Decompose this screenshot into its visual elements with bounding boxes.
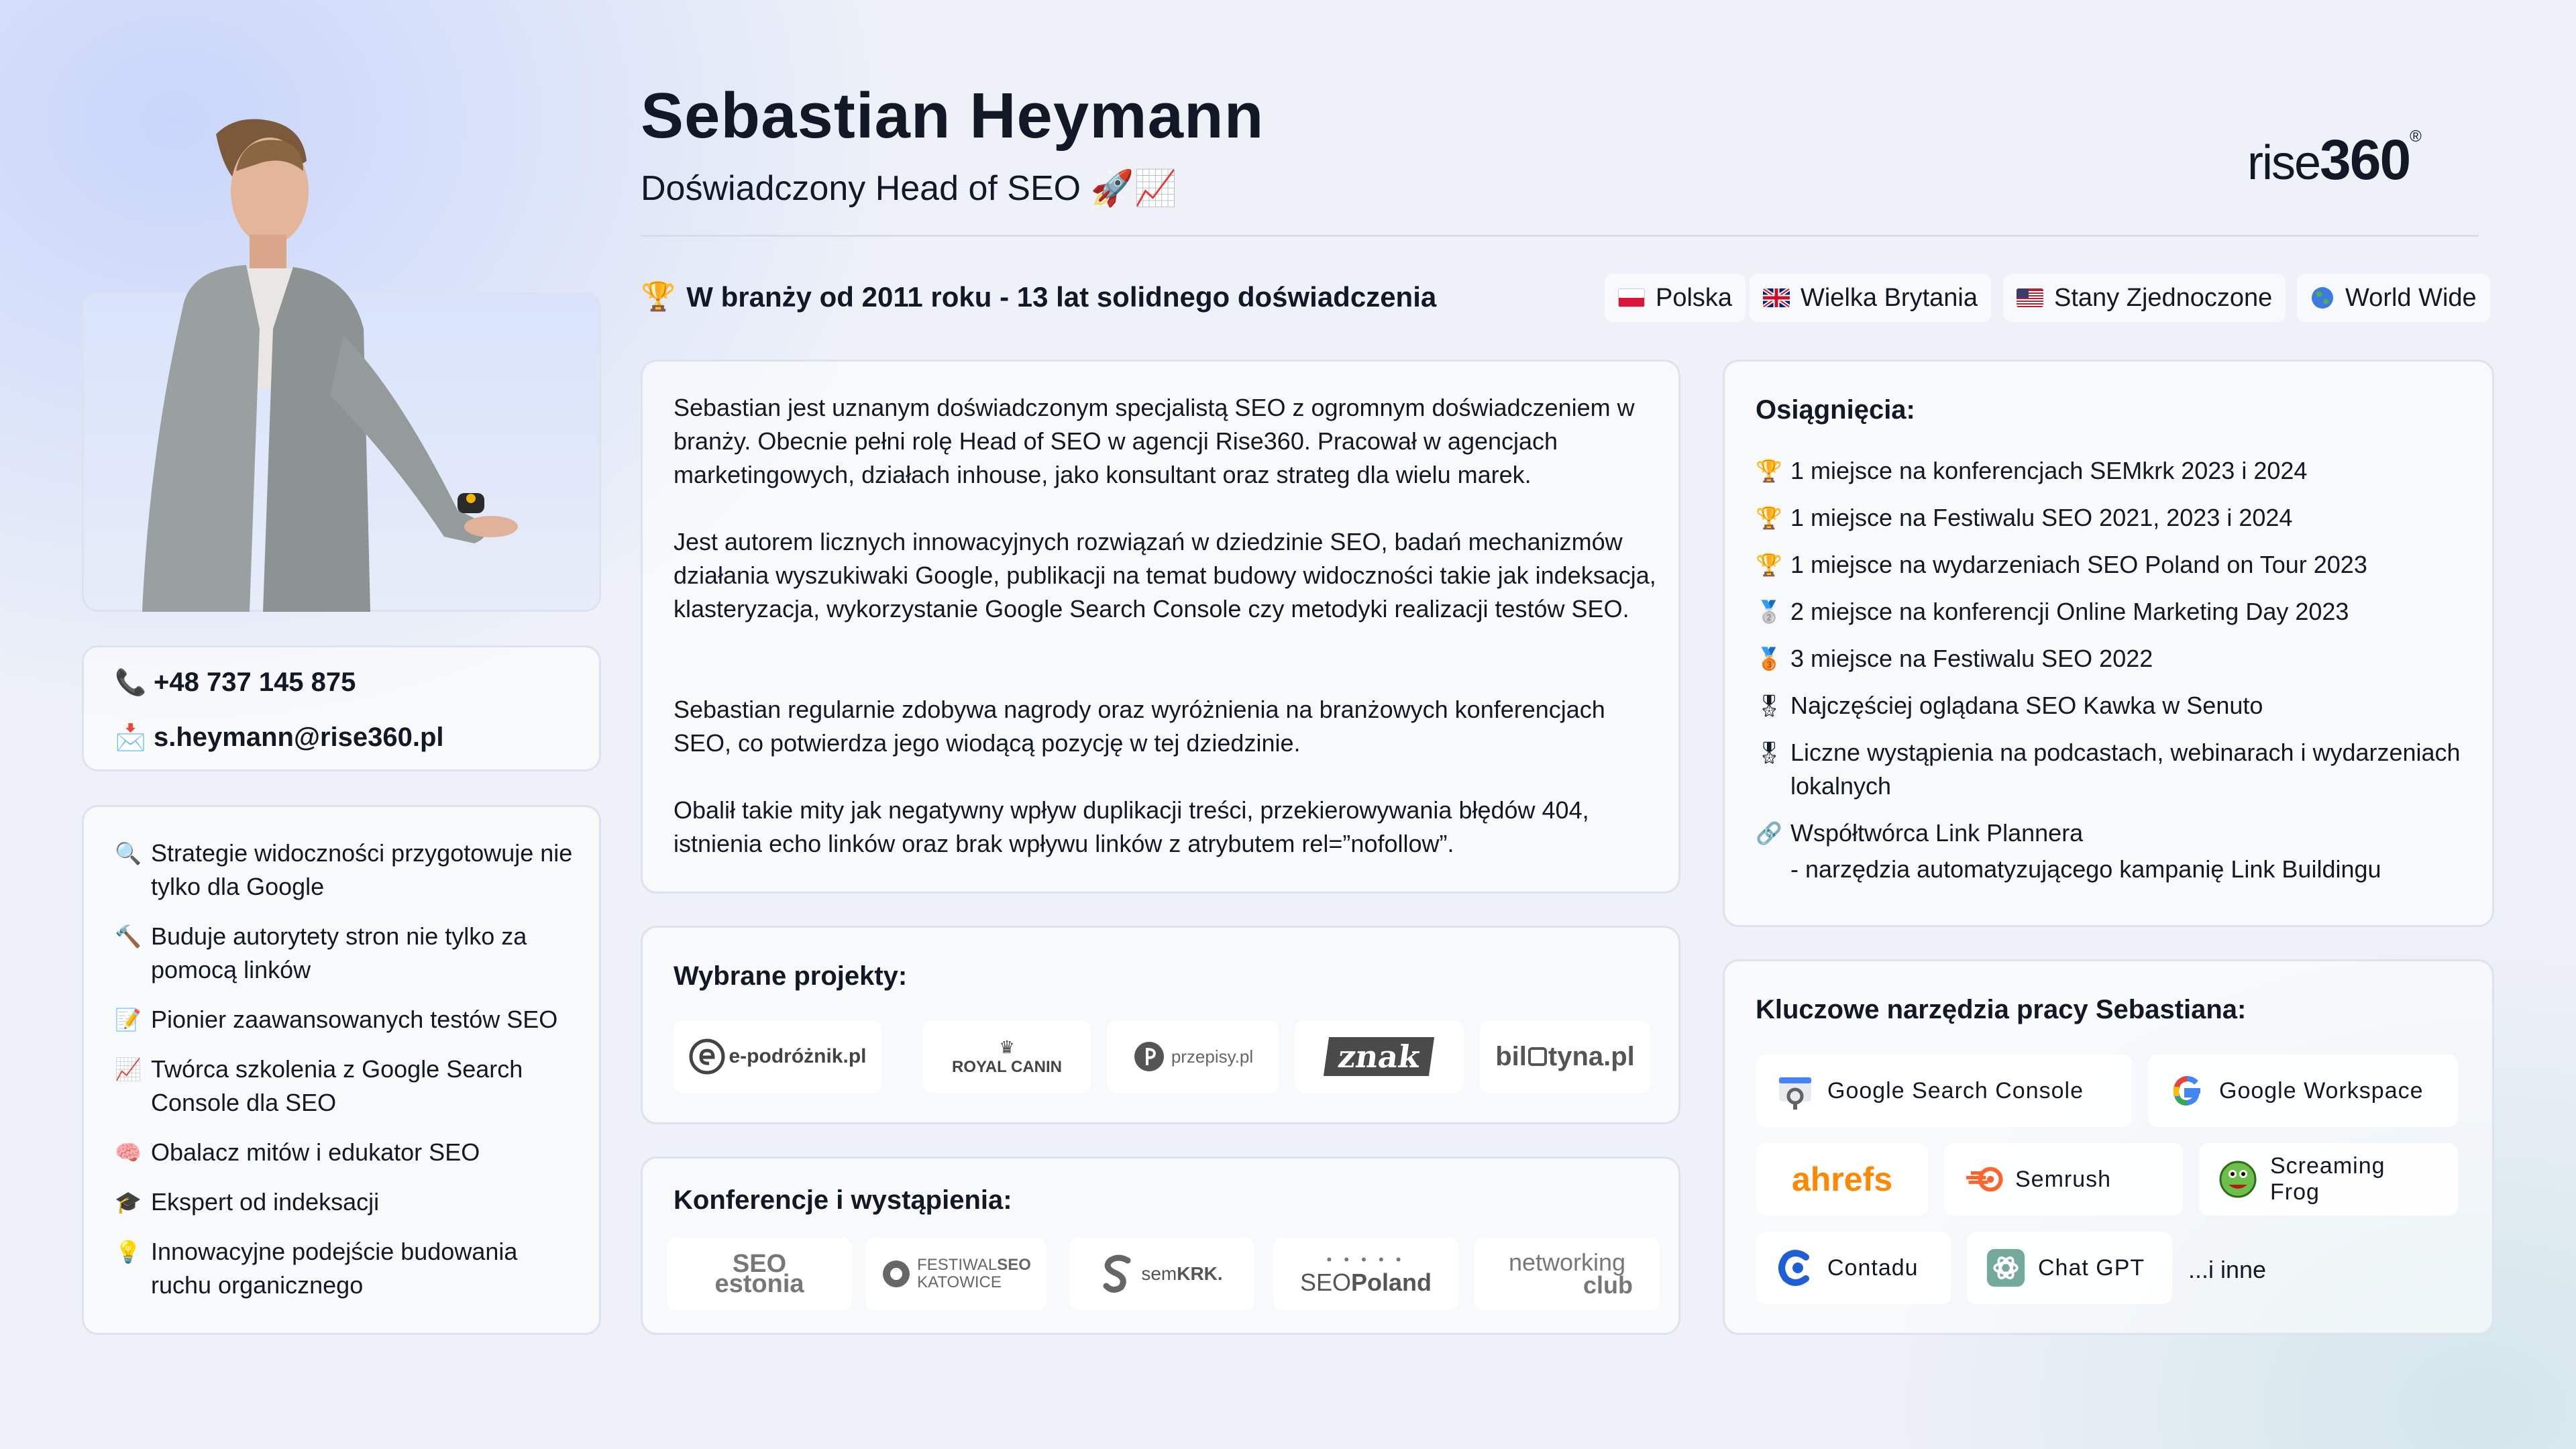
skill-text: Strategie widoczności przygotowuje nie tylko dla Google xyxy=(151,839,573,900)
achievement-text: Najczęściej oglądana SEO Kawka w Senuto xyxy=(1790,692,2263,719)
globe-icon xyxy=(2310,286,2334,310)
project-logo-epodroznik[interactable] xyxy=(674,1020,881,1093)
logo-text: networking xyxy=(1508,1248,1626,1276)
tools-others: ...i inne xyxy=(2188,1256,2267,1283)
achievement-text: - narzędzia automatyzującego kampanię Link Buildingu xyxy=(1790,855,2381,883)
festiwal-seo-icon xyxy=(881,1258,912,1289)
country-uk xyxy=(1750,274,1991,322)
project-name: znak xyxy=(1324,1037,1434,1076)
logo-text: estonia xyxy=(714,1270,804,1298)
poland-flag-icon xyxy=(1618,288,1645,307)
dots-decoration: • • • • • xyxy=(1326,1251,1405,1268)
skill-text: Twórca szkolenia z Google Search Console dla SEO xyxy=(151,1055,523,1116)
profile-photo xyxy=(82,107,538,612)
spacer xyxy=(1756,853,1790,886)
przepisy-icon xyxy=(1132,1040,1166,1073)
project-logo-przepisy[interactable] xyxy=(1107,1020,1279,1093)
achievement-item xyxy=(1756,689,2480,722)
crown-icon: ♛ xyxy=(999,1036,1015,1057)
silver-medal-icon: 🥈 xyxy=(1756,600,1782,624)
skill-item xyxy=(115,1185,584,1219)
projects-card xyxy=(641,926,1680,1124)
logo-registered: ® xyxy=(2410,127,2420,146)
skill-text: Buduje autorytety stron nie tylko za pomocą linków xyxy=(151,922,527,983)
achievement-text: 1 miejsce na Festiwalu SEO 2021, 2023 i 2024 xyxy=(1790,504,2293,531)
trophy-icon: 🏆 xyxy=(641,280,676,312)
skill-item xyxy=(115,1003,584,1036)
achievement-text: 2 miejsce na konferencji Online Marketing Day 2023 xyxy=(1790,598,2349,625)
rise360-logo[interactable] xyxy=(2247,127,2420,193)
achievement-item xyxy=(1756,816,2480,850)
achievement-item xyxy=(1756,595,2480,629)
trophy-icon: 🏆 xyxy=(1756,459,1782,483)
logo-text: SEO xyxy=(732,1250,787,1278)
achievement-text: Współtwórca Link Plannera xyxy=(1790,819,2084,847)
project-name: bil xyxy=(1495,1041,1527,1071)
tool-label: Semrush xyxy=(2015,1166,2112,1192)
skill-text: Obalacz mitów i edukator SEO xyxy=(151,1138,480,1166)
conferences-title: Konferencje i wystąpienia: xyxy=(674,1185,1012,1215)
tool-label: Screaming Frog xyxy=(2270,1153,2385,1205)
project-logo-bilettyna[interactable] xyxy=(1480,1020,1650,1093)
link-icon: 🔗 xyxy=(1756,821,1782,845)
skill-item xyxy=(115,1136,584,1169)
conference-logo-networking-club[interactable] xyxy=(1474,1238,1660,1310)
logo-text-360: 360 xyxy=(2320,128,2410,191)
role-text: Doświadczony Head of SEO xyxy=(641,169,1081,208)
conference-logo-semkrk[interactable] xyxy=(1069,1238,1254,1310)
conference-logo-seo-estonia[interactable] xyxy=(667,1238,852,1310)
epodroznik-icon xyxy=(689,1038,725,1075)
tool-label: Google Search Console xyxy=(1827,1077,2084,1104)
tool-screaming-frog[interactable] xyxy=(2199,1143,2458,1216)
tool-label: Contadu xyxy=(1827,1254,1919,1281)
country-poland xyxy=(1605,274,1746,322)
rocket-chart-icon: 🚀📈 xyxy=(1090,169,1178,208)
trophy-icon: 🏆 xyxy=(1756,506,1782,530)
experience-line xyxy=(641,280,1436,313)
conference-logo-seo-poland[interactable] xyxy=(1273,1238,1458,1310)
achievement-item xyxy=(1756,853,2480,886)
achievements-card xyxy=(1723,360,2494,927)
projects-title: Wybrane projekty: xyxy=(674,961,908,991)
usa-flag-icon xyxy=(2017,288,2043,307)
logo-text: KRK. xyxy=(1177,1263,1223,1284)
google-search-console-icon xyxy=(1775,1071,1815,1111)
skill-text: Pionier zaawansowanych testów SEO xyxy=(151,1006,558,1033)
logo-text: Poland xyxy=(1351,1269,1432,1296)
country-usa xyxy=(2003,274,2286,322)
skill-item xyxy=(115,837,584,904)
conference-logo-festiwal-seo[interactable] xyxy=(865,1238,1046,1310)
achievements-title: Osiągnięcia: xyxy=(1756,395,1915,425)
project-name: tyna.pl xyxy=(1548,1041,1635,1071)
graduation-cap-icon: 🎓 xyxy=(115,1190,142,1214)
experience-text: W branży od 2011 roku - 13 lat solidnego doświadczenia xyxy=(686,280,1437,313)
contact-card xyxy=(82,645,601,771)
country-label: Stany Zjednoczone xyxy=(2054,283,2273,312)
header-divider xyxy=(641,235,2479,237)
skill-item xyxy=(115,920,584,987)
memo-icon: 📝 xyxy=(115,1008,142,1032)
envelope-icon: 📩 xyxy=(115,723,147,752)
chart-up-icon: 📈 xyxy=(115,1057,142,1081)
medal-icon: 🎖 xyxy=(1756,694,1783,718)
project-logo-znak[interactable] xyxy=(1295,1020,1464,1093)
trophy-icon: 🏆 xyxy=(1756,553,1782,577)
logo-text: club xyxy=(1582,1271,1633,1299)
light-bulb-icon: 💡 xyxy=(115,1240,142,1264)
phone-row[interactable] xyxy=(115,667,356,698)
ahrefs-logo: ahrefs xyxy=(1791,1161,1893,1198)
frog-icon xyxy=(2218,1159,2258,1199)
country-label: Wielka Brytania xyxy=(1801,283,1978,312)
logo-text: KATOWICE xyxy=(917,1273,1002,1291)
tool-chatgpt[interactable] xyxy=(1967,1232,2172,1304)
achievement-text: Liczne wystąpienia na podcastach, webinarach i wydarzeniach lokalnych xyxy=(1790,739,2461,800)
project-name: ROYAL CANIN xyxy=(951,1057,1063,1076)
email-row[interactable] xyxy=(115,722,444,753)
tool-label: Google Workspace xyxy=(2219,1077,2424,1104)
bronze-medal-icon: 🥉 xyxy=(1756,647,1782,671)
country-label: Polska xyxy=(1656,283,1733,312)
achievement-text: 3 miejsce na Festiwalu SEO 2022 xyxy=(1790,645,2153,672)
project-name: przepisy.pl xyxy=(1171,1046,1254,1067)
project-name: e-podróżnik.pl xyxy=(729,1045,867,1067)
tool-semrush[interactable] xyxy=(1944,1143,2183,1216)
bio-paragraph-3: Sebastian regularnie zdobywa nagrody oraz wyróżnienia na branżowych konferencjach SEO, co potwierdza jego wiodącą pozycję w tej dziedzinie. xyxy=(674,696,1605,757)
hammer-icon: 🔨 xyxy=(115,924,142,949)
magnifier-icon: 🔍 xyxy=(115,841,142,865)
skills-card xyxy=(82,805,601,1335)
tools-title: Kluczowe narzędzia pracy Sebastiana: xyxy=(1756,995,2247,1024)
country-world xyxy=(2297,274,2490,322)
skill-item xyxy=(115,1235,584,1302)
tool-google-workspace[interactable] xyxy=(2148,1055,2458,1127)
email-address[interactable]: s.heymann@rise360.pl xyxy=(154,722,444,752)
achievement-item xyxy=(1756,642,2480,676)
tool-google-search-console[interactable] xyxy=(1756,1055,2132,1127)
skill-text: Innowacyjne podejście budowania ruchu organicznego xyxy=(151,1238,518,1299)
achievement-item xyxy=(1756,736,2480,803)
skill-text: Ekspert od indeksacji xyxy=(151,1188,380,1216)
semkrk-icon xyxy=(1101,1254,1136,1294)
logo-text-rise: rise xyxy=(2247,136,2320,190)
logo-text: sem xyxy=(1141,1263,1177,1284)
chatgpt-icon xyxy=(1986,1248,2026,1288)
ticket-icon xyxy=(1528,1047,1547,1066)
phone-number[interactable]: +48 737 145 875 xyxy=(154,667,356,697)
phone-icon: 📞 xyxy=(115,668,147,697)
achievement-item xyxy=(1756,548,2480,582)
logo-text: FESTIWAL xyxy=(917,1256,998,1274)
bio-paragraph-4: Obalił takie mity jak negatywny wpływ duplikacji treści, przekierowywania błędów 404, istnienia echo linków oraz brak wpływu linków z atrybutem rel=”nofollow”. xyxy=(674,796,1589,857)
brain-icon: 🧠 xyxy=(115,1140,142,1165)
tool-ahrefs[interactable] xyxy=(1756,1143,1928,1216)
bio-paragraph-2: Jest autorem licznych innowacyjnych rozwiązań w dziedzinie SEO, badań mechanizmów działania wyszukiwaki Google, publikacji na temat budowy widoczności takie jak indeksacja, klasteryzacja, wykorzystanie Google Search Console czy metodyki realizacji testów SEO. xyxy=(674,528,1656,623)
person-name: Sebastian Heymann xyxy=(641,80,1265,152)
project-logo-royal-canin[interactable] xyxy=(923,1020,1091,1093)
medal-icon: 🎖 xyxy=(1756,741,1783,765)
person-role xyxy=(641,168,1177,209)
tool-label: Chat GPT xyxy=(2038,1254,2145,1281)
contadu-icon xyxy=(1775,1248,1815,1288)
google-g-icon xyxy=(2167,1071,2207,1111)
achievement-item xyxy=(1756,501,2480,535)
bio-card xyxy=(641,360,1680,894)
conferences-card xyxy=(641,1157,1680,1335)
semrush-icon xyxy=(1963,1159,2003,1199)
country-label: World Wide xyxy=(2345,283,2477,312)
achievement-text: 1 miejsce na wydarzeniach SEO Poland on Tour 2023 xyxy=(1790,551,2367,578)
skill-item xyxy=(115,1053,584,1120)
achievement-text: 1 miejsce na konferencjach SEMkrk 2023 i 2024 xyxy=(1790,457,2308,484)
logo-text: SEO xyxy=(997,1256,1031,1274)
uk-flag-icon xyxy=(1763,288,1790,307)
bio-paragraph-1: Sebastian jest uznanym doświadczonym specjalistą SEO z ogromnym doświadczeniem w branży. Obecnie pełni rolę Head of SEO w agencji Rise360. Pracował w agencjach marketingowych, działach inhouse, jako konsultant oraz strateg dla wielu marek. xyxy=(674,394,1635,488)
tool-contadu[interactable] xyxy=(1756,1232,1951,1304)
logo-text: SEO xyxy=(1299,1269,1351,1296)
achievement-item xyxy=(1756,454,2480,488)
